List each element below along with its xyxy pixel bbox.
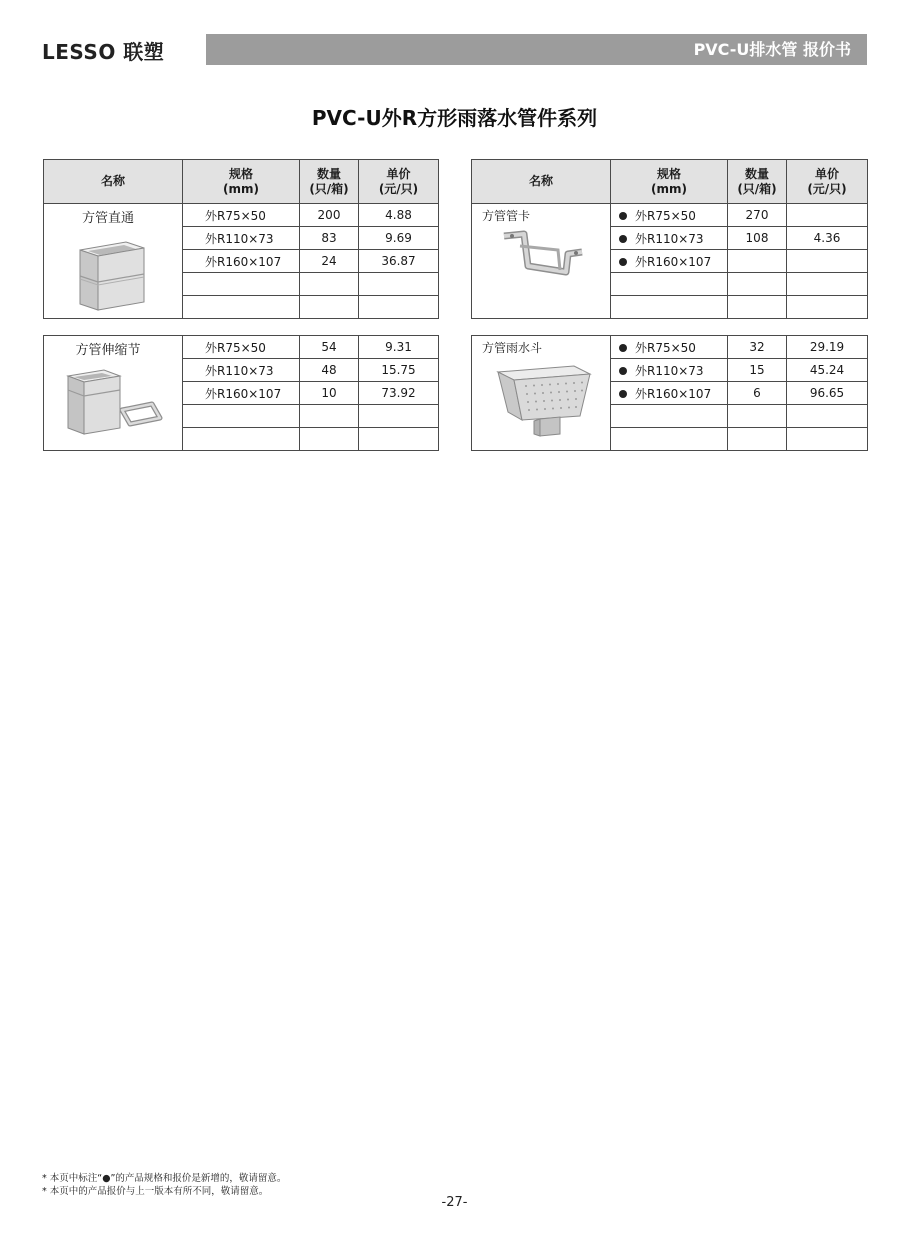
col-qty-header: 数量 (只/箱) [728,160,787,204]
qty-cell: 15 [728,359,787,382]
product-name: 方管雨水斗 [482,341,543,355]
spec-cell [611,428,728,451]
new-item-bullet-icon [619,344,627,352]
price-cell: 4.36 [787,227,868,250]
product-table-pipe-clamp [471,159,868,319]
qty-cell: 54 [300,336,359,359]
spec-cell [611,405,728,428]
expansion-joint-image [64,366,164,446]
price-cell [359,428,439,451]
product-name: 方管管卡 [482,209,531,223]
table-row [44,336,439,359]
col-price-header: 单价 (元/只) [359,160,439,204]
price-cell: 45.24 [787,359,868,382]
spec-cell: 外R110×73 [611,227,728,250]
qty-cell: 108 [728,227,787,250]
col-qty-header: 数量 (只/箱) [300,160,359,204]
price-cell [359,296,439,319]
qty-cell [728,428,787,451]
qty-cell [728,296,787,319]
col-spec-header: 规格 (mm) [611,160,728,204]
price-cell: 29.19 [787,336,868,359]
price-cell: 36.87 [359,250,439,273]
product-name-cell [44,336,183,451]
spec-cell [183,273,300,296]
product-table-rain-hopper [471,335,868,451]
new-item-bullet-icon [619,258,627,266]
table-header-row [44,160,439,204]
new-item-bullet-icon [619,212,627,220]
qty-cell: 200 [300,204,359,227]
price-cell [787,296,868,319]
qty-cell [728,405,787,428]
col-spec-header: 规格 (mm) [183,160,300,204]
qty-cell: 270 [728,204,787,227]
rain-hopper-image [494,364,594,446]
price-cell: 4.88 [359,204,439,227]
qty-cell: 10 [300,382,359,405]
new-item-bullet-icon [619,367,627,375]
spec-cell [611,273,728,296]
spec-cell: 外R160×107 [611,382,728,405]
spec-cell: 外R160×107 [183,382,300,405]
spec-cell [183,428,300,451]
price-cell [359,405,439,428]
footnote-new-items: * 本页中标注“●”的产品规格和报价是新增的，敬请留意。 [42,1173,287,1184]
price-cell [787,405,868,428]
product-name: 方管直通 [81,211,134,226]
pipe-clamp-image [498,226,588,286]
table-row [472,204,868,227]
product-name-cell [472,204,611,319]
header-title: PVC-U排水管 报价书 [693,40,851,59]
header-bar [206,34,867,65]
qty-cell: 6 [728,382,787,405]
spec-cell [183,405,300,428]
qty-cell [728,273,787,296]
qty-cell [728,250,787,273]
product-table-straight-coupling [43,159,439,319]
product-table-expansion-joint [43,335,439,451]
price-cell [359,273,439,296]
col-name-header: 名称 [472,160,611,204]
price-cell [787,250,868,273]
table-header-row [472,160,868,204]
price-cell: 9.31 [359,336,439,359]
qty-cell [300,428,359,451]
straight-coupling-image [74,236,154,312]
spec-cell: 外R160×107 [183,250,300,273]
table-row [44,204,439,227]
spec-cell: 外R110×73 [183,359,300,382]
price-cell: 9.69 [359,227,439,250]
table-row [472,336,868,359]
spec-cell: 外R75×50 [183,336,300,359]
new-item-bullet-icon [619,235,627,243]
price-cell [787,428,868,451]
product-name: 方管伸缩节 [75,343,141,358]
qty-cell [300,405,359,428]
new-item-bullet-icon [619,390,627,398]
spec-cell: 外R110×73 [611,359,728,382]
price-cell: 96.65 [787,382,868,405]
price-cell: 15.75 [359,359,439,382]
price-cell [787,204,868,227]
brand-logo: LESSO 联塑 [42,40,165,64]
spec-cell [183,296,300,319]
product-name-cell [44,204,183,319]
qty-cell: 48 [300,359,359,382]
page-title: PVC-U外R方形雨落水管件系列 [311,106,598,130]
qty-cell [300,273,359,296]
spec-cell: 外R75×50 [183,204,300,227]
qty-cell: 32 [728,336,787,359]
footnote-price-change: * 本页中的产品报价与上一版本有所不同，敬请留意。 [42,1186,269,1197]
spec-cell: 外R75×50 [611,336,728,359]
spec-cell [611,296,728,319]
product-name-cell [472,336,611,451]
price-cell [787,273,868,296]
page-number: -27- [441,1195,468,1210]
spec-cell: 外R75×50 [611,204,728,227]
col-price-header: 单价 (元/只) [787,160,868,204]
qty-cell: 83 [300,227,359,250]
col-name-header: 名称 [44,160,183,204]
price-cell: 73.92 [359,382,439,405]
qty-cell: 24 [300,250,359,273]
spec-cell: 外R160×107 [611,250,728,273]
qty-cell [300,296,359,319]
spec-cell: 外R110×73 [183,227,300,250]
